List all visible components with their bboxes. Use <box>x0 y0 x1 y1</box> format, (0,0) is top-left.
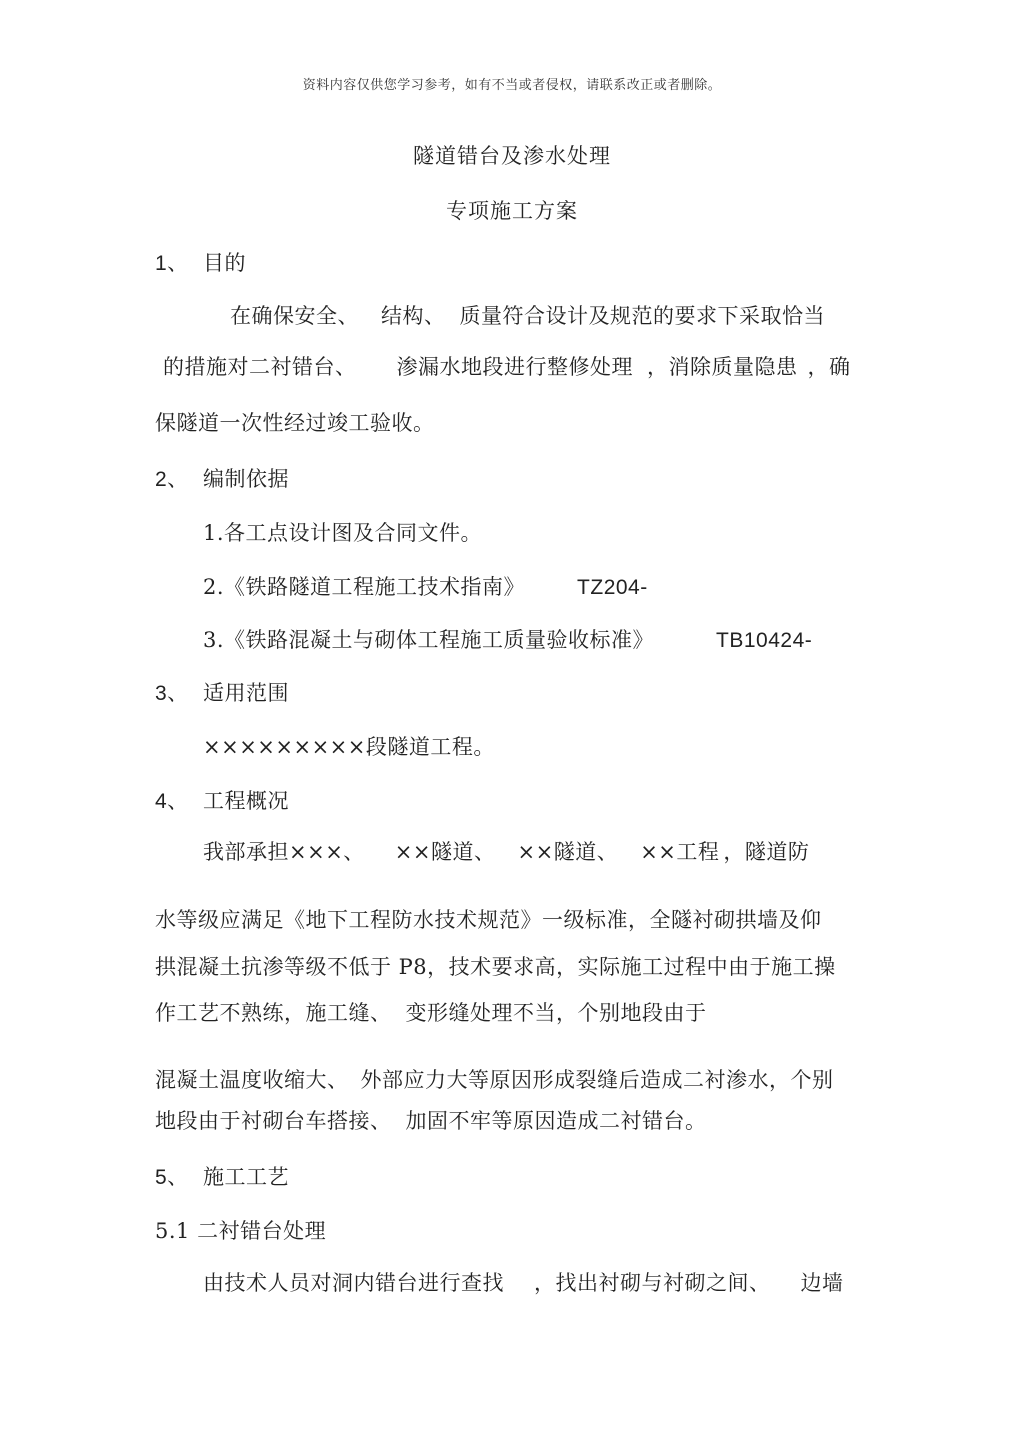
section-title: 适用范围 <box>203 681 289 705</box>
text-run: ，确 <box>807 355 851 379</box>
basis-item-3 <box>203 626 812 655</box>
section-2-heading <box>155 465 289 494</box>
text-run: 作工艺不熟练，施工缝、 <box>155 1001 392 1025</box>
basis-item-2 <box>203 573 648 602</box>
header-note: 资料内容仅供您学习参考，如有不当或者侵权，请联系改正或者删除。 <box>302 78 722 93</box>
text-run: 在确保安全、 <box>230 304 359 328</box>
section-1-heading <box>155 249 246 278</box>
section-title: 施工工艺 <box>203 1165 289 1189</box>
section-1-paragraph-line3: 保隧道一次性经过竣工验收。 <box>155 411 435 435</box>
section-number: 4、 <box>155 790 189 813</box>
document-title-line1: 隧道错台及渗水处理 <box>413 144 611 168</box>
text-run: ，找出衬砌与衬砌之间、 <box>534 1271 771 1295</box>
basis-item-1: 1.各工点设计图及合同文件。 <box>203 521 483 545</box>
text-run: 变形缝处理不当，个别地段由于 <box>405 1001 707 1025</box>
section-title: 编制依据 <box>203 467 289 491</box>
section-3-heading <box>155 679 289 708</box>
standard-code: TB10424- <box>716 629 813 652</box>
text-run: ，隧道防 <box>723 840 810 864</box>
section-title: 工程概况 <box>203 789 289 813</box>
text-run: ××隧道、 <box>394 840 496 864</box>
section-1-paragraph-line2 <box>163 353 851 381</box>
text-run: 由技术人员对洞内错台进行查找 <box>203 1271 504 1295</box>
text-run: 的措施对二衬错台、 <box>163 355 357 379</box>
section-5-heading <box>155 1163 289 1192</box>
text-run: 我部承担×××、 <box>203 840 365 864</box>
text-run: 渗漏水地段进行整修处理 <box>396 355 633 379</box>
text-run: ，消除质量隐患 <box>647 355 798 379</box>
section-5-line1 <box>203 1269 844 1297</box>
text-run: 3.《铁路混凝土与砌体工程施工质量验收标准》 <box>203 628 655 652</box>
subsection-5-1-heading: 5.1 二衬错台处理 <box>155 1219 327 1243</box>
text-run: ××工程 <box>640 840 720 864</box>
section-4-line1 <box>203 838 809 866</box>
section-3-body: ×××××××××段隧道工程。 <box>203 735 495 759</box>
section-1-paragraph-line1 <box>230 302 825 330</box>
section-number: 1、 <box>155 252 189 275</box>
text-run: 加固不牢等原因造成二衬错台。 <box>405 1109 707 1133</box>
text-run: 混凝土温度收缩大、 <box>155 1068 349 1092</box>
text-run: 边墙 <box>800 1271 844 1295</box>
text-run: 质量符合设计及规范的要求下采取恰当 <box>459 304 825 328</box>
text-run: 地段由于衬砌台车搭接、 <box>155 1109 392 1133</box>
text-run: 结构、 <box>381 304 446 328</box>
standard-code: TZ204- <box>577 576 648 599</box>
section-4-line3: 拱混凝土抗渗等级不低于 P8，技术要求高，实际施工过程中由于施工操 <box>155 955 836 979</box>
section-number: 5、 <box>155 1166 189 1189</box>
text-run: 外部应力大等原因形成裂缝后造成二衬渗水，个别 <box>360 1068 834 1092</box>
section-number: 2、 <box>155 468 189 491</box>
document-title-line2: 专项施工方案 <box>446 199 578 223</box>
text-run: ××隧道、 <box>517 840 619 864</box>
section-number: 3、 <box>155 682 189 705</box>
section-4-line4 <box>155 999 707 1027</box>
section-4-line2: 水等级应满足《地下工程防水技术规范》一级标准，全隧衬砌拱墙及仰 <box>155 908 822 932</box>
section-4-line6 <box>155 1107 707 1135</box>
section-title: 目的 <box>203 251 246 275</box>
text-run: 2.《铁路隧道工程施工技术指南》 <box>203 575 526 599</box>
section-4-heading <box>155 787 289 816</box>
section-4-line5 <box>155 1066 834 1094</box>
